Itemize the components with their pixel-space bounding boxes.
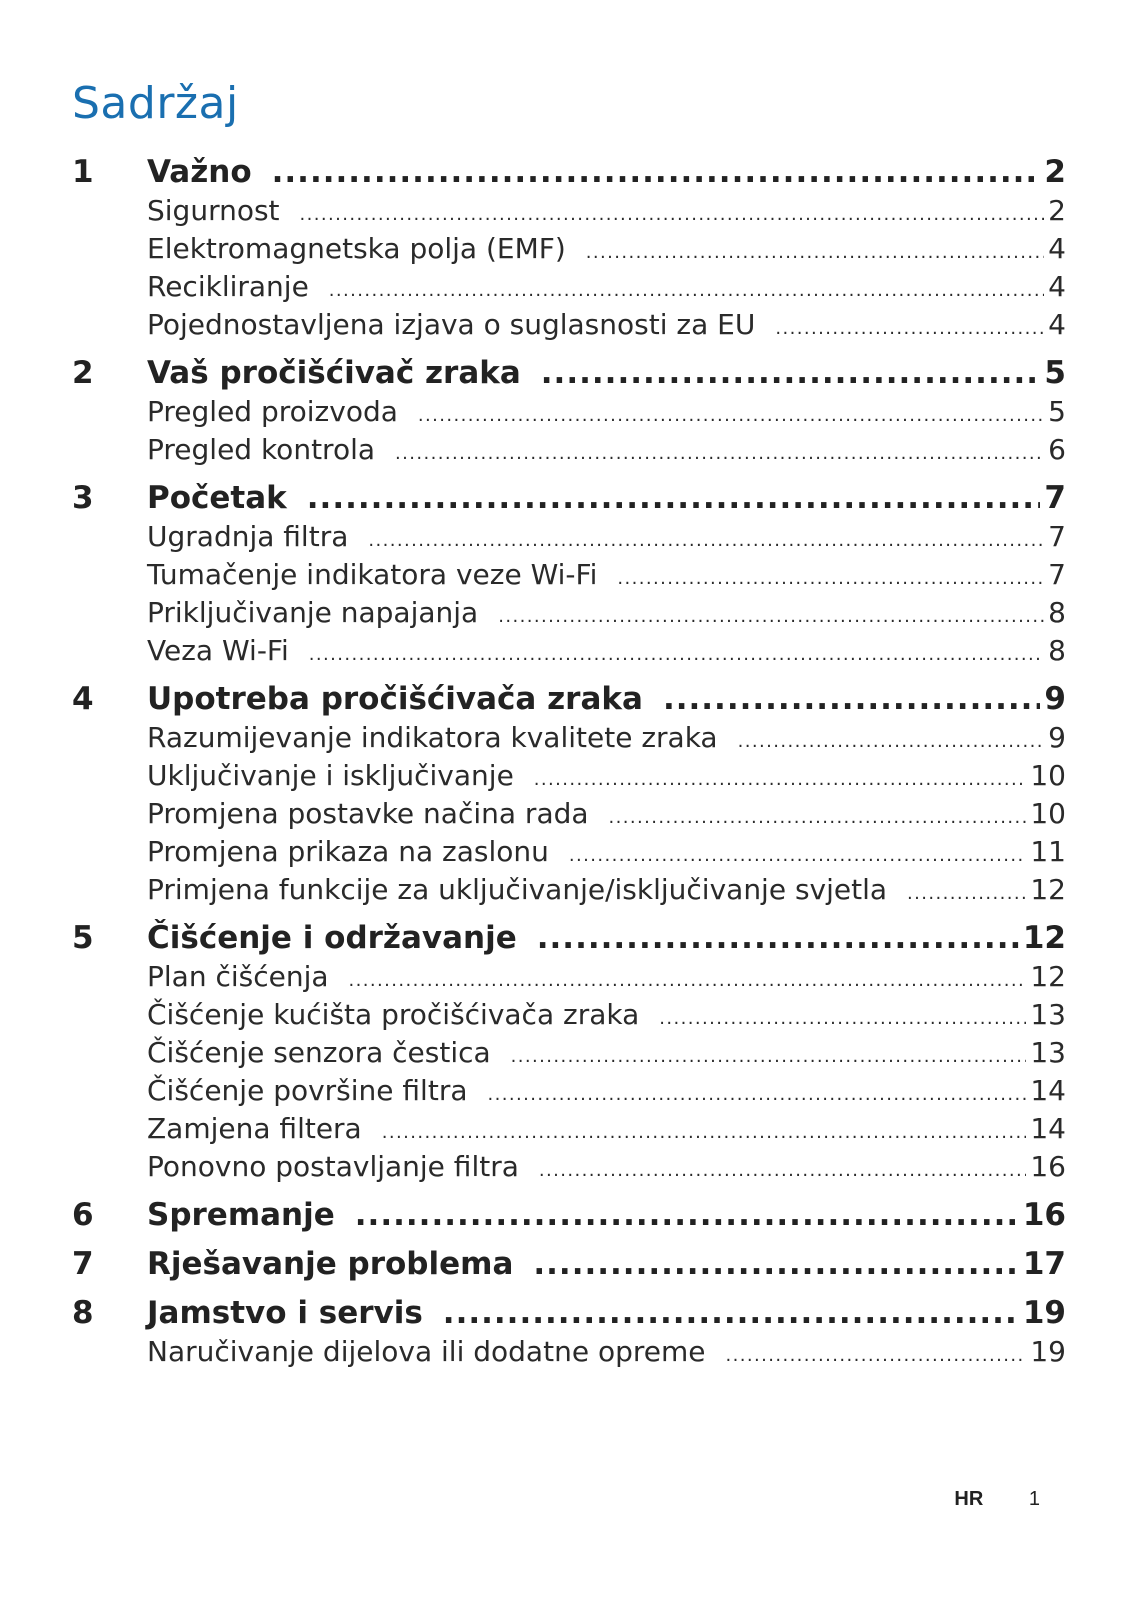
section-page-number: 2 [1048,194,1066,227]
page-footer [954,1488,1040,1511]
section-title: Pojednostavljena izjava o suglasnosti za EU [147,308,756,341]
section-title: Veza Wi-Fi [147,634,289,667]
section-page-number: 19 [1030,1335,1066,1368]
toc-section-entry[interactable] [72,1074,1066,1112]
chapter-number: 8 [72,1295,94,1331]
chapter-title: Čišćenje i održavanje [147,920,517,956]
section-title: Razumijevanje indikatora kvalitete zraka [147,721,718,754]
toc-section-entry[interactable] [72,797,1066,835]
chapter-number: 5 [72,920,94,956]
dot-leader [617,568,1044,589]
section-title: Čišćenje površine filtra [147,1074,468,1107]
section-page-number: 5 [1048,395,1066,428]
section-title: Pregled kontrola [147,433,376,466]
chapter-number: 2 [72,355,94,391]
section-title: Ponovno postavljanje filtra [147,1150,519,1183]
chapter-page-number: 17 [1022,1246,1066,1282]
section-page-number: 14 [1030,1112,1066,1145]
section-title: Priključivanje napajanja [147,596,479,629]
chapter-number: 1 [72,154,94,190]
chapter-page-number: 7 [1044,480,1066,516]
dot-leader [511,1046,1027,1067]
section-page-number: 8 [1048,634,1066,667]
section-page-number: 13 [1030,1036,1066,1069]
toc-section-entry[interactable] [72,1112,1066,1150]
dot-leader [534,769,1027,790]
section-title: Ugradnja filtra [147,520,349,553]
toc-chapter [72,154,1066,346]
chapter-number: 7 [72,1246,94,1282]
toc-chapter-entry[interactable] [72,355,1066,395]
section-title: Tumačenje indikatora veze Wi-Fi [147,558,598,591]
toc-section-entry[interactable] [72,270,1066,308]
chapter-page-number: 9 [1044,681,1066,717]
section-title: Plan čišćenja [147,960,329,993]
section-page-number: 4 [1048,308,1066,341]
dot-leader [533,1246,1018,1282]
toc-chapter [72,480,1066,672]
section-title: Pregled proizvoda [147,395,398,428]
dot-leader [537,920,1019,956]
dot-leader [355,1197,1019,1233]
toc-section-entry[interactable] [72,960,1066,998]
dot-leader [586,242,1044,263]
toc-chapter-entry[interactable] [72,1295,1066,1335]
toc-chapter-entry[interactable] [72,920,1066,960]
toc-chapter-entry[interactable] [72,154,1066,194]
toc-section-entry[interactable] [72,596,1066,634]
toc-chapter [72,920,1066,1188]
chapter-number: 3 [72,480,94,516]
section-page-number: 8 [1048,596,1066,629]
section-title: Čišćenje senzora čestica [147,1036,491,1069]
dot-leader [775,318,1044,339]
section-title: Promjena prikaza na zaslonu [147,835,549,868]
toc-section-entry[interactable] [72,433,1066,471]
chapter-title: Početak [147,480,287,516]
toc-section-entry[interactable] [72,308,1066,346]
toc-section-entry[interactable] [72,558,1066,596]
toc-section-entry[interactable] [72,194,1066,232]
chapter-page-number: 5 [1044,355,1066,391]
chapter-title: Rješavanje problema [147,1246,514,1282]
toc-chapter-entry[interactable] [72,1197,1066,1237]
toc-section-entry[interactable] [72,1036,1066,1074]
dot-leader [395,443,1044,464]
chapter-page-number: 12 [1022,920,1066,956]
section-page-number: 14 [1030,1074,1066,1107]
chapter-title: Važno [147,154,252,190]
toc-section-entry[interactable] [72,1335,1066,1373]
chapter-page-number: 19 [1022,1295,1066,1331]
table-of-contents [72,154,1066,1382]
dot-leader [443,1295,1019,1331]
section-page-number: 4 [1048,270,1066,303]
chapter-number: 4 [72,681,94,717]
dot-leader [368,530,1044,551]
section-title: Čišćenje kućišta pročišćivača zraka [147,998,640,1031]
chapter-page-number: 2 [1044,154,1066,190]
toc-chapter [72,1197,1066,1237]
toc-chapter [72,1246,1066,1286]
toc-section-entry[interactable] [72,873,1066,911]
dot-leader [418,405,1044,426]
toc-section-entry[interactable] [72,721,1066,759]
section-page-number: 7 [1048,520,1066,553]
section-title: Naručivanje dijelova ili dodatne opreme [147,1335,706,1368]
toc-section-entry[interactable] [72,395,1066,433]
dot-leader [309,644,1044,665]
dot-leader [907,883,1026,904]
dot-leader [272,154,1041,190]
toc-section-entry[interactable] [72,634,1066,672]
section-page-number: 12 [1030,873,1066,906]
section-page-number: 7 [1048,558,1066,591]
section-title: Uključivanje i isključivanje [147,759,514,792]
dot-leader [541,355,1041,391]
chapter-title: Upotreba pročišćivača zraka [147,681,643,717]
section-title: Primjena funkcije za uključivanje/isključivanje svjetla [147,873,888,906]
section-page-number: 12 [1030,960,1066,993]
toc-section-entry[interactable] [72,998,1066,1036]
section-page-number: 10 [1030,797,1066,830]
dot-leader [349,970,1027,991]
toc-section-entry[interactable] [72,759,1066,797]
chapter-number: 6 [72,1197,94,1233]
page-number: 1 [1028,1488,1040,1510]
section-page-number: 16 [1030,1150,1066,1183]
toc-section-entry[interactable] [72,835,1066,873]
toc-section-entry[interactable] [72,1150,1066,1188]
dot-leader [659,1008,1026,1029]
dot-leader [738,731,1044,752]
toc-chapter [72,681,1066,911]
toc-chapter-entry[interactable] [72,1246,1066,1286]
toc-chapter-entry[interactable] [72,480,1066,520]
toc-section-entry[interactable] [72,520,1066,558]
toc-chapter [72,1295,1066,1373]
dot-leader [487,1084,1026,1105]
dot-leader [382,1122,1027,1143]
section-page-number: 10 [1030,759,1066,792]
section-title: Recikliranje [147,270,309,303]
page-title: Sadržaj [72,78,239,129]
toc-section-entry[interactable] [72,232,1066,270]
dot-leader [539,1160,1026,1181]
dot-leader [329,280,1044,301]
dot-leader [663,681,1040,717]
chapter-title: Vaš pročišćivač zraka [147,355,521,391]
section-page-number: 6 [1048,433,1066,466]
chapter-page-number: 16 [1022,1197,1066,1233]
section-title: Zamjena filtera [147,1112,362,1145]
dot-leader [307,480,1041,516]
language-code: HR [954,1488,984,1510]
section-title: Elektromagnetska polja (EMF) [147,232,566,265]
chapter-title: Spremanje [147,1197,335,1233]
dot-leader [569,845,1027,866]
dot-leader [725,1345,1026,1366]
dot-leader [498,606,1044,627]
chapter-title: Jamstvo i servis [147,1295,423,1331]
dot-leader [300,204,1044,225]
section-page-number: 9 [1048,721,1066,754]
section-title: Promjena postavke načina rada [147,797,589,830]
toc-chapter-entry[interactable] [72,681,1066,721]
toc-chapter [72,355,1066,471]
section-page-number: 13 [1030,998,1066,1031]
section-page-number: 11 [1030,835,1066,868]
section-page-number: 4 [1048,232,1066,265]
dot-leader [609,807,1027,828]
section-title: Sigurnost [147,194,280,227]
